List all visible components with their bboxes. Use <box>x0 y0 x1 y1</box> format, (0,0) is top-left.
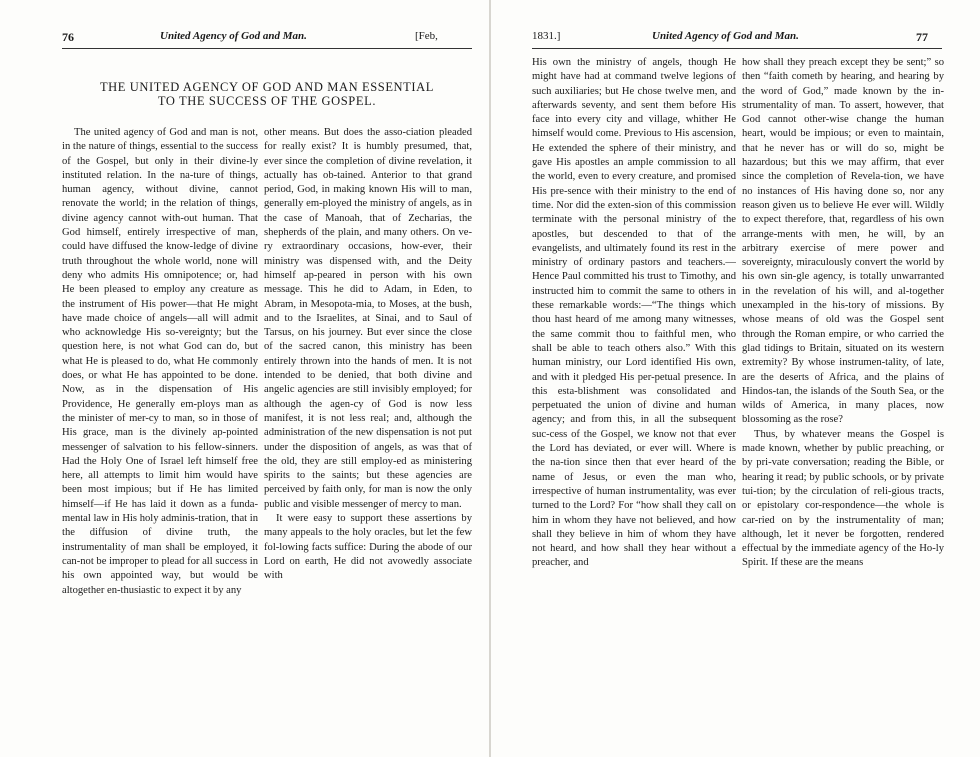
article-title-line: TO THE SUCCESS OF THE GOSPEL. <box>157 94 377 108</box>
right-page <box>492 0 980 757</box>
right-running-head <box>492 30 980 48</box>
text-column <box>532 56 736 746</box>
issue-date: 1831.] <box>532 30 561 42</box>
article-title <box>62 80 472 108</box>
paragraph: how shall they preach except they be sent;” so then “faith cometh by hearing, and hearing by the word of God,” made known by the in-strumentality of man. To assert, however, that God cannot other-wise change the human heart, would be impious; or even to maintain, that he never has or will do so, might be hazardous; but this we may affirm, that ever since the completion of Revela-tion, we have no instances of His having done so, nor any reason given us to believe He ever will. Wildly to expect therefore, that, regardless of his own arrange-ments with men, he will, by an arbitrary exercise of mere power and sovereignty, miraculously convert the world by his own sin-gle agency, is totally unwarranted in the revelation of his will, and al-together unexampled in the his-tory of missions. By whose means of old was the Gospel sent through the Roman empire, or who carried the glad tidings to Britain, situated on its western extremity? By whose instrumen-tality, of late, are the deserts of Africa, and the plains of Hindos-tan, the islands of the South Sea, or the wilds of America, in many places, now blossoming as the rose? <box>742 57 944 426</box>
text-column <box>742 56 944 746</box>
left-running-head <box>0 30 488 48</box>
page-gutter <box>489 0 491 757</box>
issue-date: [Feb, <box>415 30 438 42</box>
article-title-line: THE UNITED AGENCY OF GOD AND MAN ESSENTIAL <box>99 80 435 94</box>
paragraph: other means. But does the asso-ciation pleaded for really exist? It is humbly presumed, that, ever since the completion of divine revelation, it actually has ob-tained. Anterior to that grand period, God, in making known His will to man, generally em-ployed the ministry of angels, as in the case of Manoah, that of Zecharias, the shepherds of the plain, and many others. On ve-ry extraordinary occasions, how-ever, their ministry was dispensed with, and the Deity himself ap-peared in person with his own message. This he did to Adam, in Eden, to Abram, in Mesopota-mia, to Moses, at the bush, and to the Israelites, at Sinai, and to Saul of Tarsus, on his journey. But ever since the close of the sacred canon, this ministry has been entirely thrown into the hands of men. It is not intended to be denied, that both divine and angelic agencies are still invisibly employed; for although the agen-cy of God is now less manifest, it is not less real; and, although the administration of the new dispensation is not put under the disposition of angels, as was that of the old, they are still employ-ed as ministering spirits to the saints; but these agencies are perceived by faith only, for man is now the only public and visible messenger of mercy to man. <box>264 127 472 510</box>
page-number: 77 <box>916 30 928 44</box>
paragraph: It were easy to support these assertions by many appeals to the holy oracles, but let the few fol-lowing facts suffice: During the abode of our Lord on earth, He did not avowedly associate with <box>264 513 472 582</box>
page-number: 76 <box>62 30 74 44</box>
running-title: United Agency of God and Man. <box>652 30 799 42</box>
header-rule <box>532 48 942 49</box>
text-column <box>264 126 472 746</box>
paragraph: His own the ministry of angels, though He might have had at command twelve legions of such auxiliaries; but He chose twelve men, and afterwards seventy, and sent them before His face into every city and village, whither He himself would come. Previous to His ascension, He extended the sphere of their ministry, and gave His apostles an ample commission to all the world, even to every creature, and promised His pre-sence with their ministry to the end of time. Nor did the exten-sion of this commission terminate with the personal ministry of the apostles, but descended to that of the evangelists, and ultimately found its rest in the ministry of ordinary pastors and teachers.—Hence Paul committed his trust to Timothy, and instructed him to commit the same to others in these remarkable words:—“The things which thou hast heard of me among many witnesses, the same commit thou to faithful men, who shall be able to teach others also.” With this human ministry, our Lord identified His own, and with it pledged His per-petual presence. In this esta-blishment was consolidated and perpetuated the union of divine and human agency; and from this, in all the subsequent suc-cess of the Gospel, we know not that ever the Lord has deviated, or ever will. Where is the na-tion since then that ever heard of the name of Jesus, or even the man who, irrespective of human instrumentality, was ever turned to the Lord? For “how shall they call on him in whom they have not believed, and how shall they believe in him of whom they have not heard, and how shall they hear without a preacher, and <box>532 57 736 569</box>
left-page <box>0 0 488 757</box>
text-column <box>62 126 258 746</box>
paragraph: The united agency of God and man is not, in the nature of things, essential to the success of the Gospel, but only in their divine-ly instituted relation. In the na-ture of things, human agency, without divine, cannot renovate the world; in the relation of things, divine agency cannot with-out human. That God himself, entirely irrespective of man, could have diffused the know-ledge of divine truth throughout the whole world, none will deny who admits His omnipotence; or, had He been pleased to employ any creature as the instrument of His power—that He might have made choice of angels—all will admit who acknowledge His so-vereignty; but the question here, is not what God can do, but what He is pleased to do, what He commonly does, or what He has appointed to be done. Now, as in the dispensation of His Providence, He generally em-ploys man as the minister of mer-cy to man, so in those of His grace, man is the divinely ap-pointed messenger of salvation to his fellow-sinners. Had the Holy One of Israel left himself free here, all attempts to limit him would have been most impious; but if He has limited himself—if He has laid it down as a funda-mental law in His holy adminis-tration, that in the diffusion of divine truth, the instrumentality of man shall be employed, it can-not be improper to plead for all success in his own appointed way, but would be altogether en-thusiastic to expect it by any <box>62 127 258 596</box>
running-title: United Agency of God and Man. <box>160 30 307 42</box>
paragraph: Thus, by whatever means the Gospel is made known, whether by public preaching, or by pri-vate conversation; reading the Bible, or hearing it read; by public schools, or by private tui-tion; by the circulation of reli-gious tracts, or epistolary cor-respondence—the whole is car-ried on by the instrumentality of man; although, let it never be forgotten, rendered effectual by the immediate agency of the Ho-ly Spirit. If these are the means <box>742 428 944 569</box>
header-rule <box>62 48 472 49</box>
